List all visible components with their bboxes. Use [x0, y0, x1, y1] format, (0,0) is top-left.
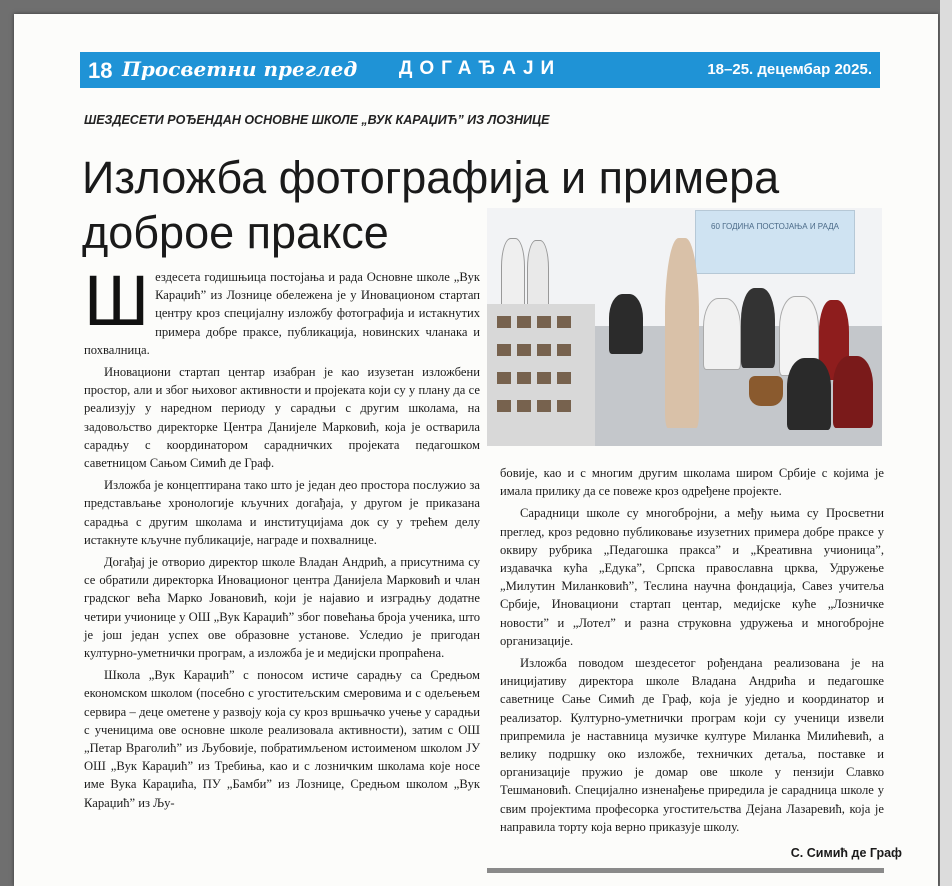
body-paragraph: Догађај је отворио директор школе Владан Андрић, а присутнима су се обратили директорка Иновационог центра Данијела Марковић и члан градског већа Марко Јовановић, који је најавио и изградњу додатне четири учионице у ОШ „Вук Караџић” због повећања броја ученика, што је још један успех ове образовне установе. Уследио је пригодан културно-уметнички програм, а изложба је и медијски пропраћена. [84, 555, 480, 661]
seated-student [609, 294, 643, 354]
body-paragraph: Сарадници школе су многобројни, а међу њима су Просветни преглед, кроз редовно публиковање изузетних примера добре праксе у оквиру рубрика „Педагошка пракса” и „Креативна учионица”, издавачка кућа „Едука”, Српска православна црква, Удружење „Милутин Миланковић”, Теслина научна фондација, Савез учитеља Србије, Иновациони стартап центар, медијске куће „Лозничке новости” и „Лотел” и разна струковна удружења и многобројне организације. [500, 506, 884, 648]
student-figure [527, 240, 549, 310]
student-figure [501, 238, 525, 310]
drop-cap: Ш [84, 262, 150, 341]
adjacent-page-edge [940, 0, 952, 886]
seated-student [703, 298, 741, 370]
event-photo [487, 208, 882, 446]
page-number: 18 [88, 58, 113, 83]
projection-screen [695, 210, 855, 274]
issue-date: 18–25. децембар 2025. [707, 61, 872, 78]
article-column-2 [500, 464, 884, 836]
body-paragraph: Изложба је концептирана тако што је један део простора послужио за представљање хронологије кључних догађаја, у другом је приказана сарадња с другим школама и институцијама док су у трећем делу истакнуте кључне публикације, награде и похвалнице. [84, 478, 480, 547]
lead-text: ездесета годишњица постојања и рада Основне школе „Вук Караџић” из Лознице обележена је у Иновационом стартап центру кроз специјалну изложбу фотографија и истакнутих примера добре праксе, публикација, новинских чланака и похвалница. [84, 270, 480, 357]
article-headline: Изложба фотографија и примера доброе праксе [82, 152, 780, 258]
author-signature: С. Симић де Граф [790, 846, 902, 860]
section-title: ДОГАЂАЈИ [398, 58, 562, 79]
next-image-edge [487, 868, 884, 873]
screen-text: 60 ГОДИНА ПОСТОЈАЊА И РАДА [711, 222, 839, 231]
body-paragraph: Изложба поводом шездесетог рођендана реализована је на иницијативу директора школе Владана Андрића и педагошке саветнице Сање Симић де Граф, која је уједно и координатор и реализатор. Културно-уметнички програм који су ученици извели припремила је наставница музичке културе Миланка Милићевић, а велику подршку око изложбе, техничких детаља, поставке и организације пружио је домар ове школе у пензији Славко Тешмановић. Специјално изненађење приредила је сарадница школе у свим пројектима професорка угоститељства Дејана Лазаревић, која је направила торту која верно приказује школу. [500, 656, 884, 834]
seated-student [741, 288, 775, 368]
page-header-bar [80, 52, 880, 88]
body-paragraph: Школа „Вук Караџић” с поносом истиче сарадњу са Средњом економском школом (посебно с угоститељским смеровима и с одељењем сервира – деце ометене у развоју која су кроз вршњачко учење у сарадњи с ученицима ове основне школе реализовала активности), затим с ОШ „Петар Враголић” из Љубовије, побратимљеном истоименом школом ЈУ ОШ „Вук Караџић” из Требиња, као и с лозничким школама које носе име Вука Караџића, ПУ „Бамби” из Лознице, Средњом школом „Вук Караџић” из Љу- [84, 668, 480, 810]
dancer-figure [665, 238, 699, 428]
seated-student [833, 356, 873, 428]
body-paragraph: Иновациони стартап центар изабран је као изузетан изложбени простор, али и због њиховог активности и пројеката који су у плану да се реализују у наредном периоду у сарадњи с другим школама, на задовољство директорке Центра Данијеле Марковић, која је остварила сарадњу с координатором сарадничких пројеката педагошком саветницом Сањом Симић де Граф. [84, 365, 480, 471]
article-kicker: ШЕЗДЕСЕТИ РОЂЕНДАН ОСНОВНЕ ШКОЛЕ „ВУК КАРАЏИЋ” ИЗ ЛОЗНИЦЕ [84, 113, 550, 127]
publication-logo: Просветни преглед [122, 57, 358, 81]
body-paragraph: бовије, као и с многим другим школама широм Србије с којима је имала прилику да се повеже кроз одређене пројекте. [500, 466, 884, 499]
seated-student [787, 358, 831, 430]
lead-paragraph [84, 262, 480, 359]
exhibition-stand [487, 304, 595, 446]
basket [749, 376, 783, 406]
article-column-1 [84, 262, 480, 812]
